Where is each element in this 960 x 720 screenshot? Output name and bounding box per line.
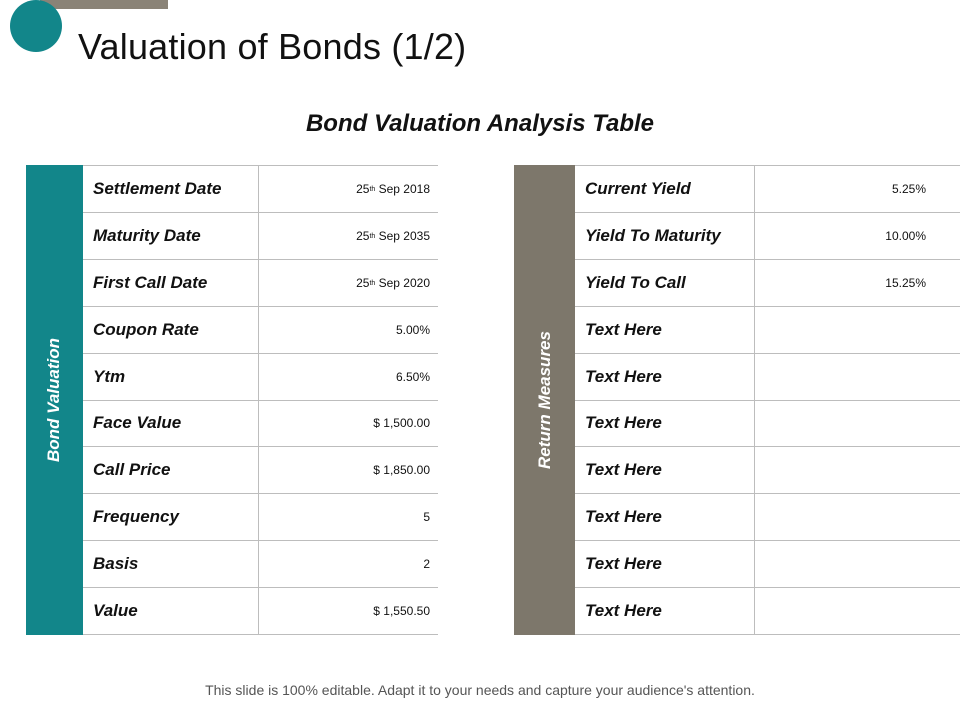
table-row bbox=[575, 400, 960, 447]
row-value: $ 1,500.00 bbox=[373, 416, 430, 431]
row-value: 5.25% bbox=[891, 181, 926, 196]
row-value bbox=[755, 494, 960, 540]
row-value bbox=[755, 354, 960, 400]
table-row bbox=[83, 587, 438, 635]
return-measures-side-label: Return Measures bbox=[534, 331, 554, 469]
table-row bbox=[83, 353, 438, 400]
row-label: Text Here bbox=[575, 354, 755, 400]
row-label: First Call Date bbox=[83, 260, 259, 306]
row-value bbox=[755, 401, 960, 447]
footer-note: This slide is 100% editable. Adapt it to your needs and capture your audience's attention. bbox=[205, 682, 755, 698]
top-accent-bar bbox=[40, 0, 168, 9]
table-row bbox=[575, 212, 960, 259]
row-value: 10.00% bbox=[885, 228, 926, 243]
row-value: 2 bbox=[423, 557, 430, 572]
table-title: Bond Valuation Analysis Table bbox=[305, 110, 655, 137]
table-row bbox=[83, 540, 438, 587]
row-label: Text Here bbox=[575, 588, 755, 634]
row-value bbox=[755, 541, 960, 587]
table-row bbox=[83, 446, 438, 493]
row-label: Value bbox=[83, 588, 259, 634]
table-row bbox=[83, 493, 438, 540]
row-label: Face Value bbox=[83, 401, 259, 447]
row-label: Text Here bbox=[575, 541, 755, 587]
table-row bbox=[575, 446, 960, 493]
row-value: 25 $^{th}$ Sep 2020 bbox=[356, 275, 430, 290]
row-value: $ 1,550.50 bbox=[373, 604, 430, 619]
table-row bbox=[575, 353, 960, 400]
slide-title: Valuation of Bonds (1/2) bbox=[78, 26, 467, 67]
row-label: Settlement Date bbox=[83, 166, 259, 212]
row-label: Basis bbox=[83, 541, 259, 587]
return-measures-table bbox=[514, 165, 960, 635]
bond-valuation-table bbox=[26, 165, 438, 635]
row-value: 25 $^{th}$ Sep 2035 bbox=[356, 228, 430, 243]
table-row bbox=[83, 212, 438, 259]
table-row bbox=[575, 165, 960, 212]
bond-valuation-side-label: Bond Valuation bbox=[44, 337, 64, 463]
table-row bbox=[575, 306, 960, 353]
row-label: Maturity Date bbox=[83, 213, 259, 259]
row-label: Frequency bbox=[83, 494, 259, 540]
row-label: Call Price bbox=[83, 447, 259, 493]
row-value bbox=[755, 447, 960, 493]
row-label: Yield To Maturity bbox=[575, 213, 755, 259]
table-row bbox=[575, 259, 960, 306]
table-row bbox=[575, 587, 960, 635]
table-row bbox=[575, 540, 960, 587]
row-value: 15.25% bbox=[885, 275, 926, 290]
row-value bbox=[755, 588, 960, 634]
row-value: 6.50% bbox=[395, 369, 430, 384]
table-row bbox=[83, 306, 438, 353]
row-value: 5 bbox=[423, 510, 430, 525]
row-label: Ytm bbox=[83, 354, 259, 400]
row-value: 5.00% bbox=[395, 322, 430, 337]
row-value: 25 $^{th}$ Sep 2018 bbox=[356, 181, 430, 196]
row-label: Coupon Rate bbox=[83, 307, 259, 353]
row-value bbox=[755, 307, 960, 353]
table-row bbox=[83, 259, 438, 306]
bond-valuation-side-header bbox=[26, 165, 83, 635]
row-label: Text Here bbox=[575, 494, 755, 540]
row-label: Yield To Call bbox=[575, 260, 755, 306]
row-value: $ 1,850.00 bbox=[373, 463, 430, 478]
table-row bbox=[83, 165, 438, 212]
row-label: Current Yield bbox=[575, 166, 755, 212]
return-measures-side-header bbox=[514, 165, 575, 635]
row-label: Text Here bbox=[575, 307, 755, 353]
row-label: Text Here bbox=[575, 401, 755, 447]
table-row bbox=[83, 400, 438, 447]
table-row bbox=[575, 493, 960, 540]
row-label: Text Here bbox=[575, 447, 755, 493]
accent-circle bbox=[10, 0, 62, 52]
